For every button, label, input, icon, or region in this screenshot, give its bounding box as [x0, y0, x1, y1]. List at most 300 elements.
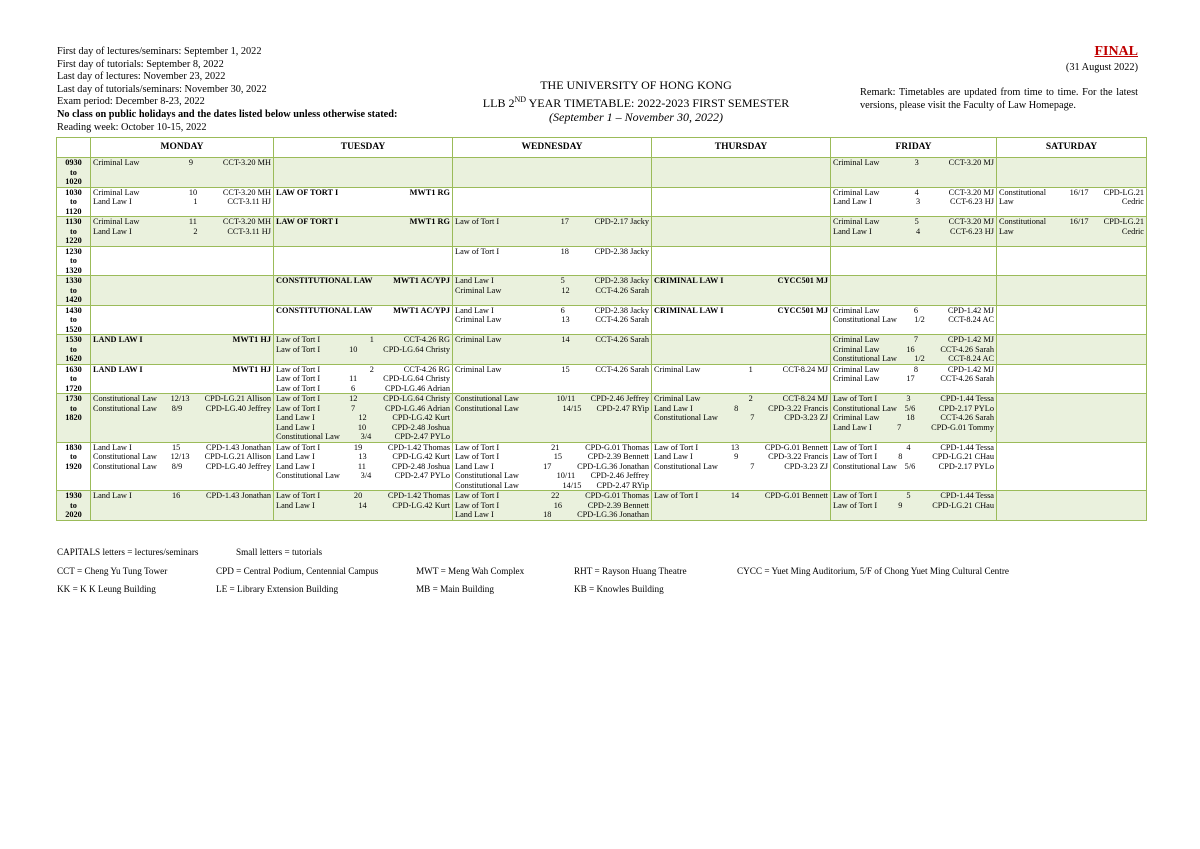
day-cell	[453, 305, 652, 335]
group-number: 16	[553, 500, 562, 510]
venue-teacher: CCT-4.26 Sarah	[595, 285, 649, 295]
final-label: FINAL	[1094, 44, 1138, 59]
venue-teacher: CPD-G.01 Tommy	[931, 422, 994, 432]
day-cell	[997, 364, 1147, 394]
course-name: Law of Tort I	[455, 452, 500, 461]
day-cell	[997, 158, 1147, 188]
group-number: 15	[172, 442, 181, 452]
group-number: 3/4	[360, 432, 372, 441]
venue-teacher: CPD-2.17 PYLo	[938, 461, 994, 471]
course-name: LAND LAW I	[93, 335, 143, 344]
course-name: Law of Tort I	[654, 491, 699, 500]
tutorial-entry	[999, 197, 1144, 207]
tutorial-entry	[455, 471, 649, 481]
time-slot	[57, 305, 91, 335]
course-name: Law of Tort I	[833, 442, 878, 452]
tutorial-entry	[93, 158, 271, 168]
venue-teacher: CCT-3.11 HJ	[227, 197, 271, 206]
day-cell	[91, 246, 274, 276]
course-name: Land Law I	[455, 461, 494, 471]
venue-teacher: CPD-LG.21 CHau	[932, 500, 994, 510]
venue-teacher: CCT-4.26 Sarah	[595, 364, 649, 374]
course-name: Criminal Law	[455, 364, 502, 374]
time-slot-text: to	[70, 374, 77, 383]
tutorial-entry	[455, 501, 649, 511]
day-cell	[652, 217, 831, 247]
course-name: Constitutional Law	[833, 315, 897, 324]
day-cell	[91, 442, 274, 491]
course-name: Land Law I	[833, 226, 872, 236]
day-cell	[274, 187, 453, 217]
course-name: Constitutional Law	[833, 461, 897, 471]
course-name: Land Law I	[93, 226, 132, 236]
venue-teacher: CCT-3.20 MH	[222, 158, 271, 167]
tutorial-entry	[999, 188, 1144, 198]
tutorial-entry	[455, 452, 649, 462]
course-name: Law of Tort I	[276, 344, 321, 354]
venue-teacher: CYCC501 MJ	[777, 276, 828, 285]
venue-teacher: CPD-LG.42 Kurt	[392, 452, 450, 461]
venue-teacher: CCT-8.24 AC	[948, 354, 994, 363]
day-cell	[274, 442, 453, 491]
venue-teacher: CPD-2.17 PYLo	[938, 403, 994, 413]
course-name: Constitutional Law	[833, 403, 897, 413]
group-number: 8	[898, 452, 903, 461]
day-cell	[652, 335, 831, 365]
tutorial-entry	[833, 306, 994, 316]
group-number: 1	[193, 197, 198, 206]
legend-item: LE = Library Extension Building	[216, 584, 339, 594]
group-number: 2	[193, 226, 198, 236]
course-name: Criminal Law	[455, 335, 502, 344]
group-number: 16/17	[1069, 187, 1089, 197]
tutorial-entry	[654, 491, 828, 501]
venue-teacher: CPD-1.43 Jonathan	[206, 442, 271, 452]
course-name: Constitutional Law	[455, 403, 519, 413]
tutorial-entry	[455, 335, 649, 345]
venue-teacher: CPD-3.23 ZJ	[784, 461, 828, 471]
time-slot-text: 1920	[65, 461, 82, 471]
time-slot-text: 1830	[65, 442, 82, 452]
tutorial-entry	[276, 501, 450, 511]
tutorial-entry	[276, 394, 450, 404]
venue-teacher: CPD-LG.21 Allison	[204, 394, 271, 403]
day-cell	[453, 246, 652, 276]
title-part: YEAR TIMETABLE: 2022-2023 FIRST SEMESTER	[526, 95, 790, 110]
venue-teacher: CPD-LG.40 Jeffrey	[205, 461, 271, 471]
tutorial-entry	[455, 491, 649, 501]
course-name: Criminal Law	[93, 158, 140, 167]
timetable-row	[57, 305, 1147, 335]
day-cell	[453, 394, 652, 443]
course-name: Criminal Law	[833, 187, 880, 197]
tutorial-entry	[833, 335, 994, 345]
day-cell	[997, 394, 1147, 443]
venue-teacher: CCT-3.20 MJ	[948, 217, 994, 226]
tutorial-entry	[93, 443, 271, 453]
group-number: 18	[543, 510, 552, 519]
venue-teacher: CPD-LG.64 Christy	[383, 374, 450, 383]
course-name: Land Law I	[276, 500, 315, 510]
course-name: Constitutional Law	[276, 432, 340, 441]
timetable-row	[57, 158, 1147, 188]
course-name: Law of Tort I	[833, 491, 878, 500]
venue-teacher: CYCC501 MJ	[777, 305, 828, 315]
course-name: Land Law I	[455, 276, 494, 285]
legend-item: MB = Main Building	[416, 584, 494, 594]
venue-teacher: CPD-2.47 PYLo	[394, 432, 450, 441]
venue-teacher: MWT1 HJ	[232, 364, 271, 374]
day-cell	[453, 364, 652, 394]
tutorial-entry	[93, 404, 271, 414]
venue-teacher: CPD-2.38 Jacky	[594, 276, 649, 285]
day-cell	[997, 491, 1147, 521]
venue-teacher: Cedric	[1121, 197, 1144, 206]
course-name: Constitutional Law	[276, 471, 340, 480]
time-slot	[57, 217, 91, 247]
course-name: Law of Tort I	[276, 383, 321, 393]
time-slot	[57, 335, 91, 365]
group-number: 3/4	[360, 471, 372, 480]
group-number: 13	[730, 442, 740, 452]
venue-teacher: CPD-2.48 Joshua	[391, 422, 450, 432]
course-name: Law of Tort I	[654, 442, 699, 452]
time-slot-text: 1820	[65, 413, 82, 422]
course-name: Constitutional Law	[93, 461, 157, 471]
course-name: Constitutional Law	[455, 471, 519, 480]
tutorial-entry	[276, 335, 450, 345]
group-number: 14	[358, 500, 367, 510]
group-number: 15	[553, 452, 562, 461]
tutorial-entry	[276, 423, 450, 433]
lecture-entry	[654, 276, 828, 286]
venue-teacher: CPD-LG.42 Kurt	[392, 500, 450, 510]
time-slot-text: to	[70, 167, 77, 177]
course-name: Criminal Law	[833, 335, 880, 344]
course-name: Constitutional Law	[93, 394, 157, 403]
day-cell	[652, 276, 831, 306]
venue-teacher: CCT-4.26 Sarah	[595, 335, 649, 344]
course-name: CONSTITUTIONAL LAW	[276, 305, 373, 315]
venue-teacher: CCT-3.11 HJ	[227, 226, 271, 236]
course-name: Criminal Law	[455, 315, 502, 324]
venue-teacher: CPD-1.42 MJ	[947, 364, 994, 374]
day-header-row	[57, 138, 1147, 158]
course-name: Criminal Law	[833, 364, 880, 374]
venue-teacher: CPD-1.42 Thomas	[387, 442, 450, 452]
group-number: 11	[349, 374, 358, 383]
course-name: Land Law I	[276, 461, 315, 471]
course-name: Land Law I	[654, 403, 693, 413]
day-cell	[453, 187, 652, 217]
course-name: Law of Tort I	[276, 491, 321, 500]
group-number: 12	[358, 413, 367, 422]
day-cell	[831, 394, 997, 443]
time-slot	[57, 364, 91, 394]
day-header: FRIDAY	[831, 138, 997, 158]
time-slot-text: 1330	[65, 276, 82, 285]
date-line: Exam period: December 8-23, 2022	[57, 96, 205, 108]
course-name: Criminal Law	[833, 158, 880, 167]
time-slot-text: 1120	[65, 206, 82, 216]
day-cell	[652, 394, 831, 443]
day-cell	[831, 187, 997, 217]
tutorial-entry	[833, 501, 994, 511]
day-cell	[831, 246, 997, 276]
venue-teacher: CCT-8.24 MJ	[782, 364, 828, 374]
tutorial-entry	[833, 354, 994, 364]
tutorial-entry	[276, 443, 450, 453]
venue-teacher: MWT1 AC/YPJ	[393, 276, 450, 285]
time-slot-text: to	[70, 285, 77, 295]
day-cell	[652, 305, 831, 335]
tutorial-entry	[455, 247, 649, 257]
course-name: CRIMINAL LAW I	[654, 305, 724, 315]
day-cell	[453, 491, 652, 521]
day-cell	[831, 305, 997, 335]
venue-teacher: CPD-3.23 ZJ	[784, 413, 828, 422]
venue-teacher: CCT-6.23 HJ	[950, 226, 994, 236]
day-cell	[997, 335, 1147, 365]
course-name: LAW OF TORT I	[276, 187, 339, 197]
timetable-row	[57, 364, 1147, 394]
day-cell	[274, 491, 453, 521]
lecture-entry	[276, 217, 450, 227]
time-slot	[57, 276, 91, 306]
timetable-row	[57, 187, 1147, 217]
tutorial-entry	[455, 481, 649, 491]
lecture-entry	[93, 365, 271, 375]
tutorial-entry	[654, 452, 828, 462]
group-number: 18	[906, 413, 915, 422]
legend-item: MWT = Meng Wah Complex	[416, 566, 525, 576]
tutorial-entry	[276, 374, 450, 384]
time-slot-text: 1320	[65, 265, 82, 275]
group-number: 5/6	[904, 403, 916, 413]
course-name: CRIMINAL LAW I	[654, 276, 724, 285]
tutorial-entry	[455, 276, 649, 286]
course-name: Law of Tort I	[276, 403, 321, 413]
time-slot-text: 1630	[65, 364, 82, 374]
venue-teacher: CPD-2.47 PYLo	[394, 471, 450, 480]
course-name: Land Law I	[93, 197, 132, 206]
day-cell	[274, 246, 453, 276]
group-number: 2	[748, 394, 753, 403]
time-slot	[57, 158, 91, 188]
time-slot-text: to	[70, 500, 77, 510]
semester-dates	[57, 46, 397, 134]
tutorial-entry	[455, 443, 649, 453]
day-cell	[91, 217, 274, 247]
time-slot-text: 1430	[65, 305, 82, 315]
venue-teacher: CPD-2.46 Jeffrey	[590, 394, 649, 403]
course-name: Criminal Law	[833, 305, 880, 315]
venue-teacher: CPD-1.42 MJ	[947, 305, 994, 315]
day-cell	[831, 217, 997, 247]
university-name: THE UNIVERSITY OF HONG KONG	[540, 78, 732, 92]
time-slot-text: to	[70, 197, 77, 206]
group-number: 14	[561, 335, 570, 344]
day-cell	[997, 246, 1147, 276]
group-number: 9	[898, 500, 903, 510]
course-name: Land Law I	[833, 422, 872, 432]
venue-teacher: CPD-LG.21	[1103, 217, 1144, 226]
document-title	[436, 78, 836, 125]
course-name: Land Law I	[93, 442, 132, 452]
day-header: THURSDAY	[652, 138, 831, 158]
group-number: 12	[561, 285, 570, 295]
venue-teacher: CPD-G.01 Bennett	[764, 442, 828, 452]
tutorial-entry	[833, 197, 994, 207]
course-name: Law of Tort I	[276, 394, 321, 403]
group-number: 16	[172, 491, 181, 500]
course-name: Constitutional Law	[654, 461, 718, 471]
day-cell	[274, 276, 453, 306]
day-cell	[274, 364, 453, 394]
course-name: Criminal Law	[455, 285, 502, 295]
group-number: 1/2	[914, 354, 925, 363]
group-number: 5/6	[904, 461, 916, 471]
time-slot-text: 2020	[65, 510, 82, 519]
group-number: 7	[897, 422, 902, 432]
venue-teacher: CCT-3.20 MH	[222, 217, 271, 226]
group-number: 17	[560, 217, 569, 226]
lecture-entry	[276, 276, 450, 286]
group-number: 1	[748, 364, 753, 374]
group-number: 5	[914, 217, 919, 226]
venue-teacher: CPD-1.42 Thomas	[387, 491, 450, 500]
group-number: 1/2	[914, 315, 925, 324]
tutorial-entry	[654, 413, 828, 423]
tutorial-entry	[276, 462, 450, 472]
group-number: 6	[913, 305, 919, 315]
tutorial-entry	[455, 462, 649, 472]
day-header: TUESDAY	[274, 138, 453, 158]
tutorial-entry	[654, 394, 828, 404]
tutorial-entry	[455, 404, 649, 414]
time-slot-text: 0930	[65, 158, 82, 167]
tutorial-entry	[999, 227, 1144, 237]
course-name: Constitutional	[999, 217, 1047, 226]
day-cell	[831, 491, 997, 521]
timetable-row	[57, 394, 1147, 443]
legend-item: CYCC = Yuet Ming Auditorium, 5/F of Chong Yuet Ming Cultural Centre	[737, 566, 1009, 576]
tutorial-entry	[833, 227, 994, 237]
group-number: 5	[560, 276, 565, 285]
group-number: 14/15	[562, 480, 582, 490]
group-number: 4	[914, 187, 919, 197]
time-slot	[57, 491, 91, 521]
tutorial-entry	[276, 413, 450, 423]
tutorial-entry	[276, 452, 450, 462]
day-cell	[91, 394, 274, 443]
time-slot-text: 1620	[65, 354, 82, 363]
legend-item: RHT = Rayson Huang Theatre	[574, 566, 687, 576]
tutorial-entry	[654, 365, 828, 375]
time-slot-text: 1420	[65, 295, 82, 304]
venue-teacher: CCT-4.26 RG	[403, 364, 450, 374]
group-number: 19	[353, 442, 363, 452]
time-slot-text: 1520	[65, 324, 82, 334]
title-superscript: ND	[514, 94, 527, 104]
group-number: 8/9	[171, 461, 183, 471]
group-number: 5	[906, 491, 911, 500]
day-cell	[274, 335, 453, 365]
tutorial-entry	[455, 315, 649, 325]
course-name: Law of Tort I	[276, 335, 321, 344]
venue-teacher: CPD-LG.64 Christy	[383, 394, 450, 403]
venue-teacher: CPD-LG.64 Christy	[383, 344, 450, 354]
venue-teacher: CPD-LG.21 CHau	[932, 452, 994, 461]
course-name: Criminal Law	[654, 394, 701, 403]
tutorial-entry	[833, 345, 994, 355]
tutorial-entry	[654, 443, 828, 453]
tutorial-entry	[455, 306, 649, 316]
tutorial-entry	[833, 443, 994, 453]
venue-teacher: CCT-3.20 MJ	[948, 158, 994, 167]
time-header	[57, 138, 91, 158]
group-number: 1	[369, 335, 374, 344]
tutorial-entry	[276, 404, 450, 414]
venue-teacher: MWT1 RG	[409, 187, 450, 197]
time-slot-text: 1530	[65, 335, 82, 344]
group-number: 3	[914, 158, 919, 167]
tutorial-entry	[833, 452, 994, 462]
tutorial-entry	[93, 394, 271, 404]
day-cell	[652, 158, 831, 188]
venue-teacher: CPD-2.48 Joshua	[391, 461, 450, 471]
venue-teacher: CPD-G.01 Thomas	[585, 442, 649, 452]
group-number: 21	[551, 442, 560, 452]
course-name: Constitutional Law	[455, 394, 519, 403]
venue-teacher: CPD-3.22 Francis	[768, 452, 828, 461]
tutorial-entry	[654, 404, 828, 414]
tutorial-entry	[276, 491, 450, 501]
course-name: Law of Tort I	[833, 500, 878, 510]
time-slot-text: 1930	[65, 491, 82, 500]
legend-item: CAPITALS letters = lectures/seminars	[57, 547, 199, 557]
group-number: 11	[188, 217, 197, 226]
tutorial-entry	[276, 365, 450, 375]
group-number: 2	[369, 364, 374, 374]
tutorial-entry	[276, 384, 450, 394]
venue-teacher: CPD-LG.42 Kurt	[392, 413, 450, 422]
group-number: 12	[349, 394, 358, 403]
course-name: Criminal Law	[833, 374, 880, 383]
group-number: 9	[734, 452, 739, 461]
venue-teacher: CCT-8.24 MJ	[782, 394, 828, 403]
tutorial-entry	[93, 462, 271, 472]
date-line: Last day of tutorials/seminars: November 30, 2022	[57, 83, 267, 95]
tutorial-entry	[999, 217, 1144, 227]
tutorial-entry	[654, 462, 828, 472]
group-number: 7	[750, 461, 755, 471]
course-name: Law of Tort I	[833, 452, 878, 461]
venue-teacher: MWT1 RG	[409, 217, 450, 226]
venue-teacher: CPD-LG.40 Jeffrey	[205, 403, 271, 413]
day-cell	[453, 335, 652, 365]
tutorial-entry	[455, 394, 649, 404]
course-name: Criminal Law	[93, 217, 140, 226]
time-slot-text: to	[70, 452, 77, 461]
venue-teacher: CPD-LG.21 Allison	[204, 452, 271, 461]
group-number: 10/11	[556, 394, 576, 403]
tutorial-entry	[276, 471, 450, 481]
course-name: Constitutional Law	[654, 413, 718, 422]
day-cell	[831, 364, 997, 394]
venue-teacher: CCT-4.26 RG	[403, 335, 450, 344]
group-number: 17	[906, 374, 915, 383]
